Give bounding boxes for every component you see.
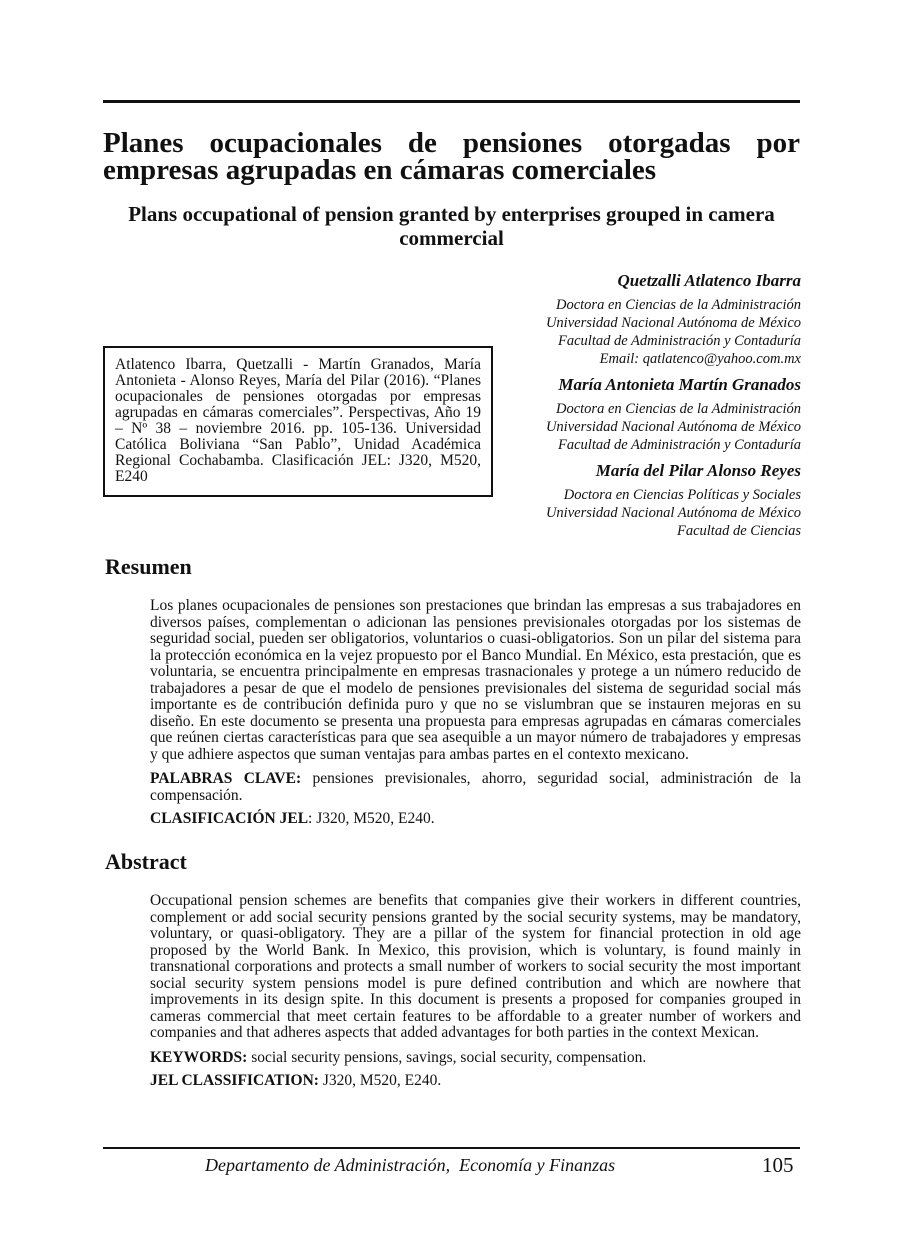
article-title-spanish: Planes ocupacionales de pensiones otorgadas por empresas agrupadas en cámaras comerciales: [103, 127, 800, 186]
author-degree: Doctora en Ciencias de la Administración: [556, 297, 801, 313]
bottom-rule: [103, 1147, 800, 1149]
resumen-heading: Resumen: [105, 554, 192, 579]
author-2: [461, 374, 801, 454]
jel-value: J320, M520, E240.: [318, 1072, 442, 1089]
resumen-section: [150, 598, 801, 828]
keywords-label: PALABRAS CLAVE:: [150, 770, 302, 787]
abstract-section: [150, 893, 801, 1090]
author-degree: Doctora en Ciencias de la Administración: [556, 401, 801, 417]
palabras-clave: [150, 771, 801, 804]
author-3: [461, 460, 801, 540]
author-university: Universidad Nacional Autónoma de México: [545, 315, 801, 331]
keywords-value: pensiones previsionales, ahorro, seguridad social, administración de la compensación.: [150, 770, 802, 804]
abstract-heading: Abstract: [105, 849, 187, 874]
keywords-label: KEYWORDS:: [150, 1048, 248, 1066]
author-faculty: Facultad de Administración y Contaduría: [558, 333, 801, 349]
jel-label: CLASIFICACIÓN JEL: [150, 810, 309, 827]
keywords: [150, 1050, 801, 1067]
article-title-english: Plans occupational of pension granted by enterprises grouped in camera commercial: [128, 202, 775, 250]
keywords-value: social security pensions, savings, social security, compensation.: [247, 1048, 647, 1066]
author-1: [461, 270, 801, 368]
clasificacion-jel: [150, 811, 801, 828]
resumen-text: Los planes ocupacionales de pensiones son prestaciones que brindan las empresas a sus trabajadores en diversos países, complementan o adicionan las pensiones previsionales otorgadas por los sistemas de seguridad social, pueden ser obligatorios, voluntarios o cuasi-obligatorios. Son un pilar del sistema para la protección económica en la vejez propuesto por el Banco Mundial. En México, esta prestación, que es voluntaria, se encuentra principalmente en empresas trasnacionales y protege a un número reducido de trabajadores a pesar de que el modelo de pensiones previsionales del sistema de seguridad social más importante es de contribución definida puro y que no se vislumbran que se instauren mejoras en su diseño. En este documento se presenta una propuesta para empresas agrupadas en cámaras comerciales que reúnen ciertas características para que sea asequible a un mayor número de trabajadores y empresas y que adhiere aspectos que suman ventajas para ambas partes en el contexto mexicano.: [150, 597, 801, 763]
page-number: 105: [762, 1153, 794, 1177]
author-faculty: Facultad de Ciencias: [676, 523, 801, 539]
author-university: Universidad Nacional Autónoma de México: [545, 505, 801, 521]
jel-value: : J320, M520, E240.: [308, 810, 435, 827]
author-university: Universidad Nacional Autónoma de México: [545, 419, 801, 435]
author-name: María Antonieta Martín Granados: [558, 375, 801, 394]
author-faculty: Facultad de Administración y Contaduría: [558, 437, 801, 453]
author-list: [461, 270, 801, 546]
abstract-text: Occupational pension schemes are benefits that companies give their workers in different countries, complement or add social security pensions granted by the social security systems, may be mandatory, voluntary, or quasi-obligatory. They are a pillar of the system for financial protection in old age proposed by the World Bank. In Mexico, this provision, which is voluntary, is found mainly in transnational corporations and protects a small number of workers to social security the most important social security system pensions model is pure defined contribution and which are nowhere that improvements in its design spite. In this document is presents a proposed for companies grouped in cameras commercial that meet certain features to be affordable to a greater number of workers and companies and that adheres aspects that added advantages for both parties in the context Mexican.: [150, 892, 801, 1041]
footer-department: Departamento de Administración, Economía y Finanzas: [205, 1155, 616, 1175]
top-rule: [103, 100, 800, 103]
author-name: María del Pilar Alonso Reyes: [595, 461, 801, 480]
author-degree: Doctora en Ciencias Políticas y Sociales: [563, 487, 801, 503]
author-email: Email: qatlatenco@yahoo.com.mx: [599, 351, 801, 367]
jel-label: JEL CLASSIFICATION:: [150, 1072, 319, 1089]
jel-classification: [150, 1073, 801, 1090]
citation-box: Atlatenco Ibarra, Quetzalli - Martín Granados, María Antonieta - Alonso Reyes, María del Pilar (2016). “Planes ocupacionales de pensiones otorgadas por empresas agrupadas en cámaras comerciales”. Perspectivas, Año 19 – Nº 38 – noviembre 2016. pp. 105-136. Universidad Católica Boliviana “San Pablo”, Unidad Académica Regional Cochabamba. Clasificación JEL: J320, M520, E240: [103, 346, 493, 497]
author-name: Quetzalli Atlatenco Ibarra: [617, 271, 801, 290]
